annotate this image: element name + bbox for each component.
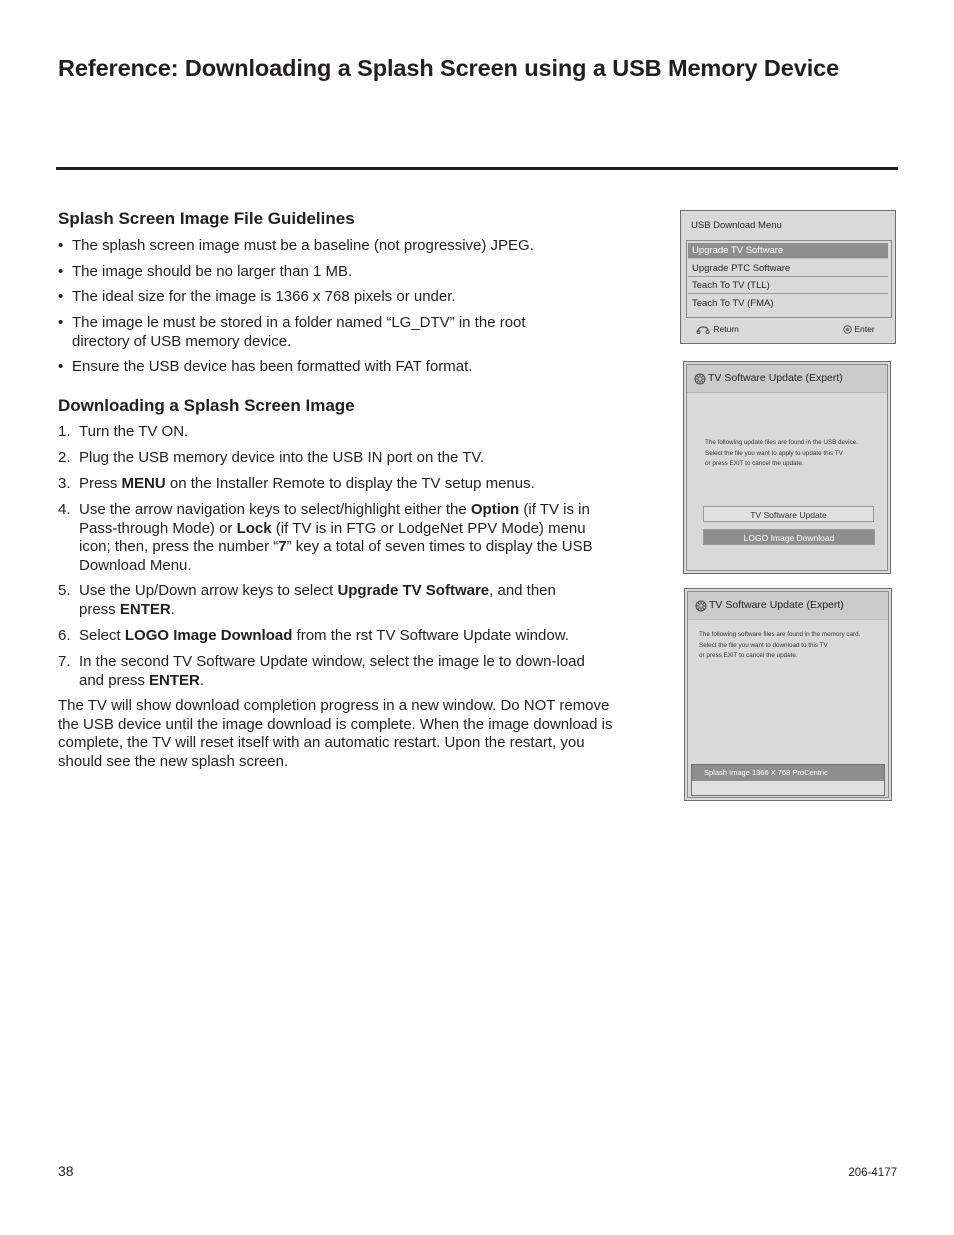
return-hint[interactable]: Return [695,324,739,334]
list-item: • The image should be no larger than 1 MB. [58,263,353,280]
file-list [691,764,885,796]
page-title: Reference: Downloading a Splash Screen using a USB Memory Device [58,55,840,81]
splash-image-file-item[interactable]: Splash Image 1366 X 768 ProCentric [692,765,884,781]
guidelines-heading: Splash Screen Image File Guidelines [58,209,355,228]
menu-title: USB Download Menu [691,220,782,231]
step-item: 4. Use the arrow navigation keys to select/highlight either the Option (if TV is in Pass-through Mode) or Lock (if TV is in FTG or LodgeNet PPV Mode) menu icon; then, press the number “7” key a total of seven times to display the USB Download Menu. [58,501,593,574]
menu-item-teach-to-tv-tll[interactable]: Teach To TV (TLL) [688,278,888,294]
usb-menu-list [686,240,892,318]
update-note: The following software files are found in the memory card. Select the file you want to download to this TV or press EXIT to cancel the update. [699,631,861,659]
usb-download-menu-screen [680,210,896,344]
update-note: The following update files are found in the USB device. Select the file you want to apply to update this TV or press EXIT to cancel the update. [705,439,858,467]
gear-icon [695,600,707,612]
step-item: 5. Use the Up/Down arrow keys to select Upgrade TV Software, and then press ENTER. [58,582,556,618]
list-item: • The ideal size for the image is 1366 x 768 pixels or under. [58,288,456,305]
list-item: • Ensure the USB device has been formatted with FAT format. [58,358,473,375]
enter-button-icon [843,325,852,334]
gear-icon [694,373,706,385]
title-rule [56,167,898,170]
step-item: 2. Plug the USB memory device into the USB IN port on the TV. [58,449,485,466]
list-item: • The image le must be stored in a folder named “LG_DTV” in the root directory of USB memory device. [58,314,526,350]
page-number: 38 [58,1163,74,1179]
download-heading: Downloading a Splash Screen Image [58,396,355,415]
menu-item-upgrade-tv-software[interactable]: Upgrade TV Software [688,243,888,259]
logo-image-download-button[interactable]: LOGO Image Download [703,529,875,545]
menu-item-upgrade-ptc-software[interactable]: Upgrade PTC Software [688,261,888,277]
tv-software-update-screen-1 [683,361,891,574]
window-title: TV Software Update (Expert) [709,599,844,611]
list-item: • The splash screen image must be a baseline (not progressive) JPEG. [58,237,534,254]
menu-item-teach-to-tv-fma[interactable]: Teach To TV (FMA) [692,298,774,309]
window-title: TV Software Update (Expert) [708,372,843,384]
document-number: 206-4177 [848,1167,897,1179]
return-icon [695,325,711,334]
closing-paragraph: The TV will show download completion progress in a new window. Do NOT remove the USB device until the image download is complete. When the image download is complete, the TV will reset itself with an automatic restart. Upon the restart, you should see the new splash screen. [58,697,613,770]
step-item: 3. Press MENU on the Installer Remote to display the TV setup menus. [58,475,535,492]
enter-hint[interactable]: Enter [843,324,875,334]
tv-software-update-button[interactable]: TV Software Update [703,506,874,522]
tv-software-update-screen-2 [684,588,892,801]
window-header [687,365,887,393]
window-header [688,592,888,620]
step-item: 7. In the second TV Software Update window, select the image le to down-load and press ENTER. [58,653,585,689]
step-item: 6. Select LOGO Image Download from the rst TV Software Update window. [58,627,569,644]
step-item: 1. Turn the TV ON. [58,423,189,440]
